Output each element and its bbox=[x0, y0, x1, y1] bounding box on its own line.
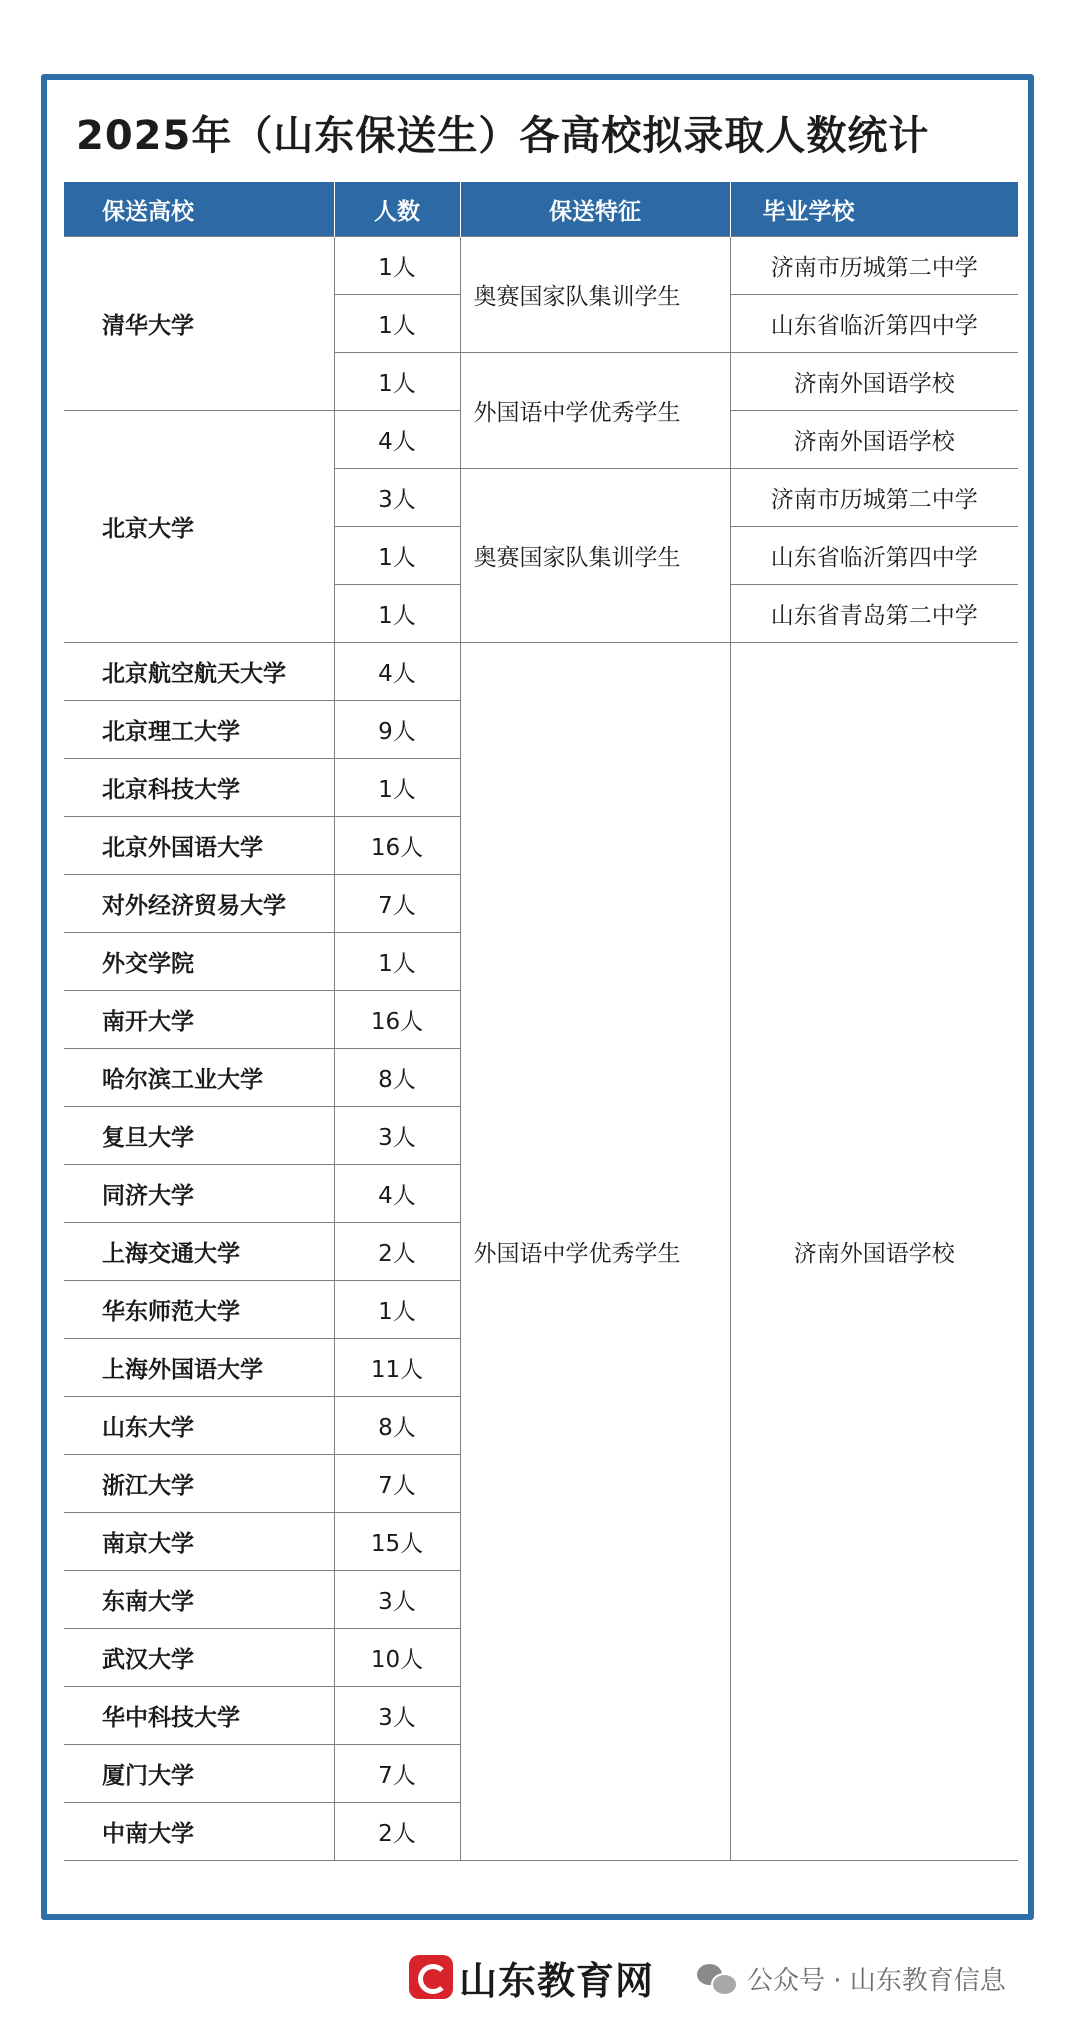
header-count: 人数 bbox=[334, 182, 460, 237]
school-cell: 济南外国语学校 bbox=[730, 353, 1018, 411]
header-feature: 保送特征 bbox=[460, 182, 730, 237]
table-row bbox=[64, 643, 1018, 701]
count-cell: 4人 bbox=[334, 1165, 460, 1223]
count-cell: 15人 bbox=[334, 1513, 460, 1571]
admission-table bbox=[64, 182, 1018, 1861]
count-cell: 9人 bbox=[334, 701, 460, 759]
count-cell: 8人 bbox=[334, 1049, 460, 1107]
university-cell: 复旦大学 bbox=[64, 1107, 334, 1165]
university-cell: 北京航空航天大学 bbox=[64, 643, 334, 701]
school-cell: 济南外国语学校 bbox=[730, 411, 1018, 469]
count-cell: 11人 bbox=[334, 1339, 460, 1397]
count-cell: 1人 bbox=[334, 237, 460, 295]
count-cell: 16人 bbox=[334, 991, 460, 1049]
university-cell: 华中科技大学 bbox=[64, 1687, 334, 1745]
university-cell: 对外经济贸易大学 bbox=[64, 875, 334, 933]
school-cell: 济南外国语学校 bbox=[730, 643, 1018, 1861]
wechat-text: 公众号 · 山东教育信息 bbox=[747, 1965, 1006, 1996]
feature-cell: 外国语中学优秀学生 bbox=[460, 643, 730, 1861]
logo-icon bbox=[409, 1955, 453, 1999]
feature-cell: 奥赛国家队集训学生 bbox=[460, 469, 730, 643]
university-cell: 北京理工大学 bbox=[64, 701, 334, 759]
school-cell: 济南市历城第二中学 bbox=[730, 237, 1018, 295]
university-cell: 浙江大学 bbox=[64, 1455, 334, 1513]
school-cell: 山东省临沂第四中学 bbox=[730, 295, 1018, 353]
wechat-watermark bbox=[697, 1958, 1006, 1998]
university-cell: 北京大学 bbox=[64, 411, 334, 643]
school-cell: 山东省临沂第四中学 bbox=[730, 527, 1018, 585]
table-row bbox=[64, 237, 1018, 295]
count-cell: 1人 bbox=[334, 933, 460, 991]
count-cell: 3人 bbox=[334, 1687, 460, 1745]
count-cell: 1人 bbox=[334, 295, 460, 353]
school-cell: 济南市历城第二中学 bbox=[730, 469, 1018, 527]
header-university: 保送高校 bbox=[64, 182, 334, 237]
count-cell: 1人 bbox=[334, 759, 460, 817]
university-cell: 北京科技大学 bbox=[64, 759, 334, 817]
wechat-icon bbox=[697, 1962, 737, 1994]
university-cell: 哈尔滨工业大学 bbox=[64, 1049, 334, 1107]
site-logo bbox=[409, 1954, 655, 2003]
university-cell: 同济大学 bbox=[64, 1165, 334, 1223]
count-cell: 4人 bbox=[334, 643, 460, 701]
count-cell: 1人 bbox=[334, 585, 460, 643]
count-cell: 10人 bbox=[334, 1629, 460, 1687]
count-cell: 7人 bbox=[334, 1455, 460, 1513]
count-cell: 16人 bbox=[334, 817, 460, 875]
header-school: 毕业学校 bbox=[730, 182, 1018, 237]
university-cell: 中南大学 bbox=[64, 1803, 334, 1861]
university-cell: 清华大学 bbox=[64, 237, 334, 411]
count-cell: 7人 bbox=[334, 1745, 460, 1803]
university-cell: 东南大学 bbox=[64, 1571, 334, 1629]
feature-cell: 奥赛国家队集训学生 bbox=[460, 237, 730, 353]
table-header-row bbox=[64, 182, 1018, 237]
count-cell: 2人 bbox=[334, 1803, 460, 1861]
university-cell: 山东大学 bbox=[64, 1397, 334, 1455]
university-cell: 南开大学 bbox=[64, 991, 334, 1049]
university-cell: 上海外国语大学 bbox=[64, 1339, 334, 1397]
university-cell: 外交学院 bbox=[64, 933, 334, 991]
count-cell: 3人 bbox=[334, 1571, 460, 1629]
page-title: 2025年（山东保送生）各高校拟录取人数统计 bbox=[76, 113, 930, 159]
university-cell: 武汉大学 bbox=[64, 1629, 334, 1687]
school-cell: 山东省青岛第二中学 bbox=[730, 585, 1018, 643]
count-cell: 1人 bbox=[334, 353, 460, 411]
university-cell: 上海交通大学 bbox=[64, 1223, 334, 1281]
count-cell: 3人 bbox=[334, 469, 460, 527]
count-cell: 4人 bbox=[334, 411, 460, 469]
count-cell: 1人 bbox=[334, 1281, 460, 1339]
university-cell: 北京外国语大学 bbox=[64, 817, 334, 875]
university-cell: 厦门大学 bbox=[64, 1745, 334, 1803]
count-cell: 2人 bbox=[334, 1223, 460, 1281]
count-cell: 8人 bbox=[334, 1397, 460, 1455]
university-cell: 华东师范大学 bbox=[64, 1281, 334, 1339]
logo-text: 山东教育网 bbox=[459, 1958, 655, 2003]
count-cell: 1人 bbox=[334, 527, 460, 585]
count-cell: 7人 bbox=[334, 875, 460, 933]
feature-cell: 外国语中学优秀学生 bbox=[460, 353, 730, 469]
university-cell: 南京大学 bbox=[64, 1513, 334, 1571]
count-cell: 3人 bbox=[334, 1107, 460, 1165]
